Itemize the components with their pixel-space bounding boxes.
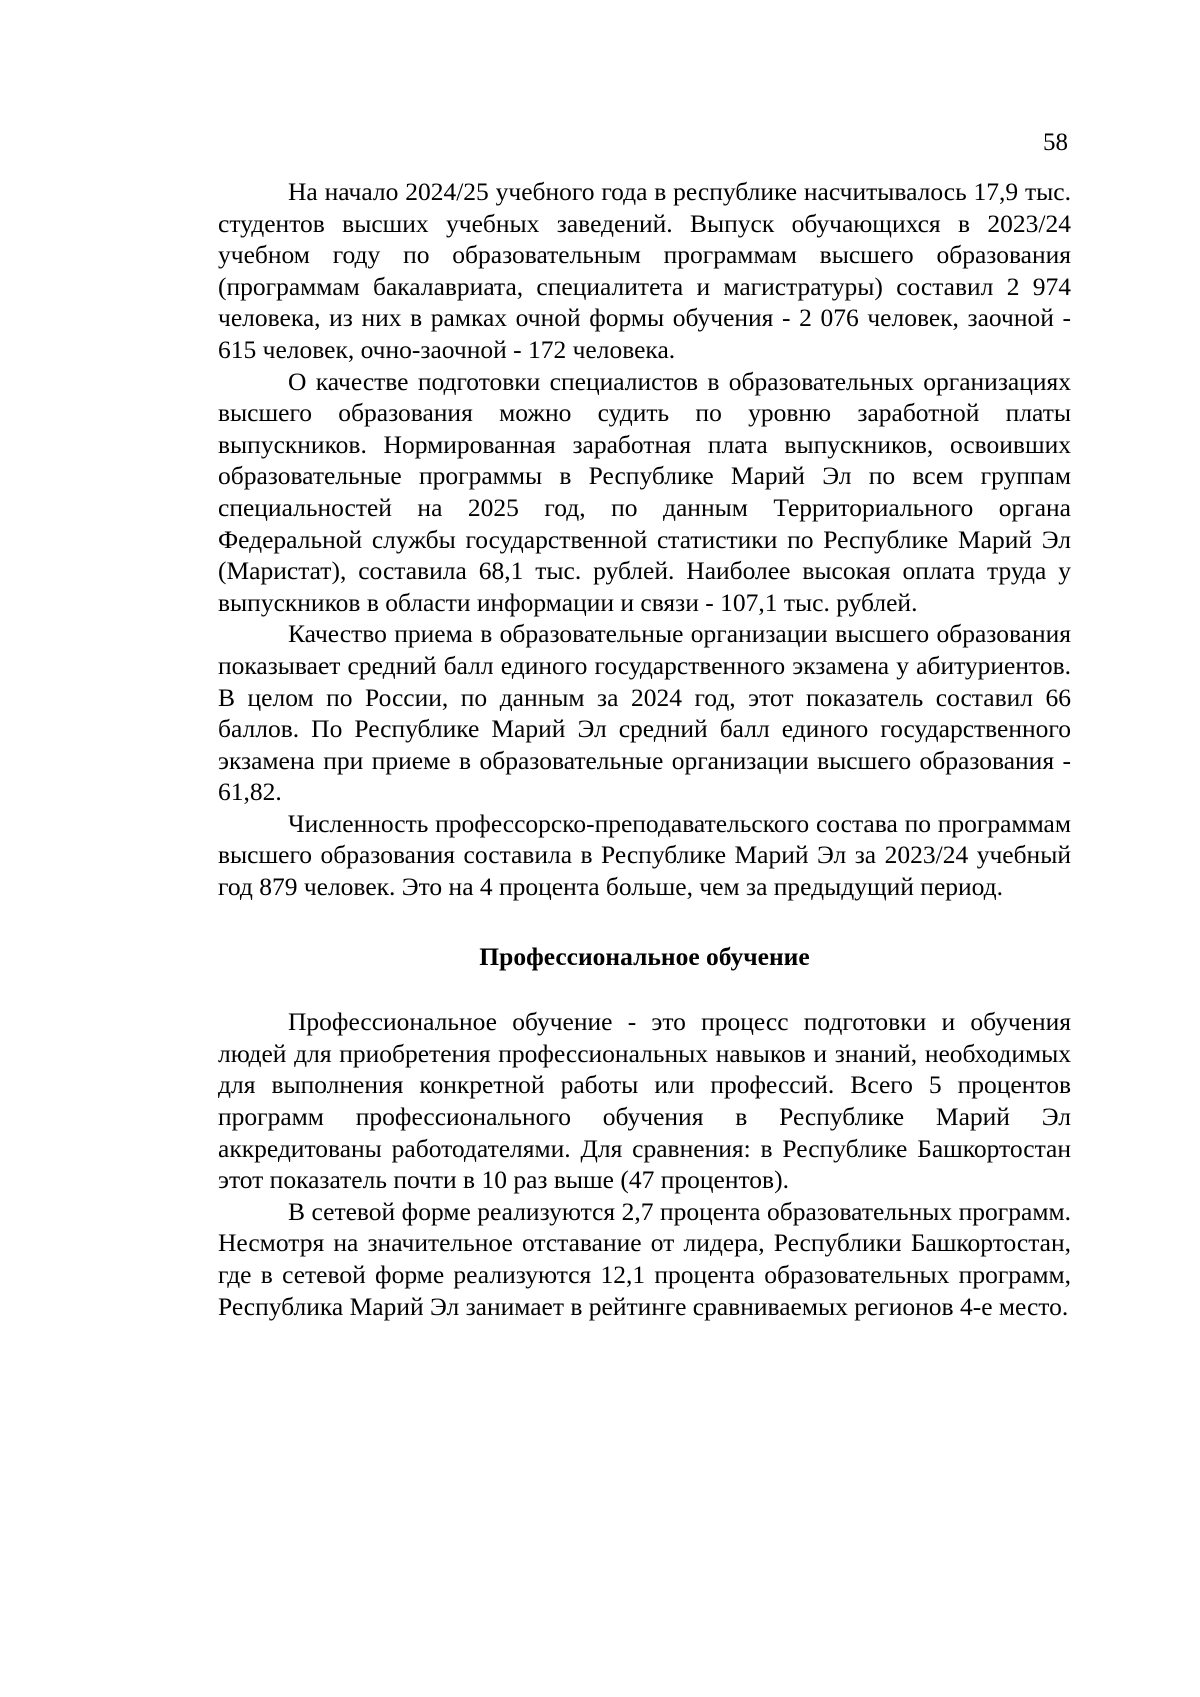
page-number: 58: [1043, 129, 1068, 156]
paragraph-network-programs: В сетевой форме реализуются 2,7 процента образовательных программ. Несмотря на значительное отставание от лидера, Республики Башкортостан, где в сетевой форме реализуются 12,1 процента образовательных программ, Республика Марий Эл занимает в рейтинге сравниваемых регионов 4-е место.: [218, 1196, 1071, 1321]
paragraph-students-count: На начало 2024/25 учебного года в республике насчитывалось 17,9 тыс. студентов высших учебных заведений. Выпуск обучающихся в 2023/24 учебном году по образовательным программам высшего образования (программам бакалавриата, специалитета и магистратуры) составил 2 974 человека, из них в рамках очной формы обучения - 2 076 человек, заочной - 615 человек, очно-заочной - 172 человека.: [218, 177, 1071, 364]
paragraph-graduate-salary: О качестве подготовки специалистов в образовательных организациях высшего образования можно судить по уровню заработной платы выпускников. Нормированная заработная плата выпускников, освоивших образовательные программы в Республике Марий Эл по всем группам специальностей на 2025 год, по данным Территориального органа Федеральной службы государственной статистики по Республике Марий Эл (Маристат), составила 68,1 тыс. рублей. Наиболее высокая оплата труда у выпускников в области информации и связи - 107,1 тыс. рублей.: [218, 366, 1071, 617]
document-body: [218, 176, 1071, 1322]
paragraph-teaching-staff: Численность профессорско-преподавательского состава по программам высшего образования составила в Республике Марий Эл за 2023/24 учебный год 879 человек. Это на 4 процента больше, чем за предыдущий период.: [218, 808, 1071, 902]
paragraph-exam-score: Качество приема в образовательные организации высшего образования показывает средний балл единого государственного экзамена у абитуриентов. В целом по России, по данным за 2024 год, этот показатель составил 66 баллов. По Республике Марий Эл средний балл единого государственного экзамена при приеме в образовательные организации высшего образования - 61,82.: [218, 619, 1071, 807]
paragraph-professional-training: Профессиональное обучение - это процесс подготовки и обучения людей для приобретения профессиональных навыков и знаний, необходимых для выполнения конкретной работы или профессий. Всего 5 процентов программ профессионального обучения в Республике Марий Эл аккредитованы работодателями. Для сравнения: в Республике Башкортостан этот показатель почти в 10 раз выше (47 процентов).: [218, 1007, 1071, 1195]
section-heading: Профессиональное обучение: [479, 941, 810, 971]
